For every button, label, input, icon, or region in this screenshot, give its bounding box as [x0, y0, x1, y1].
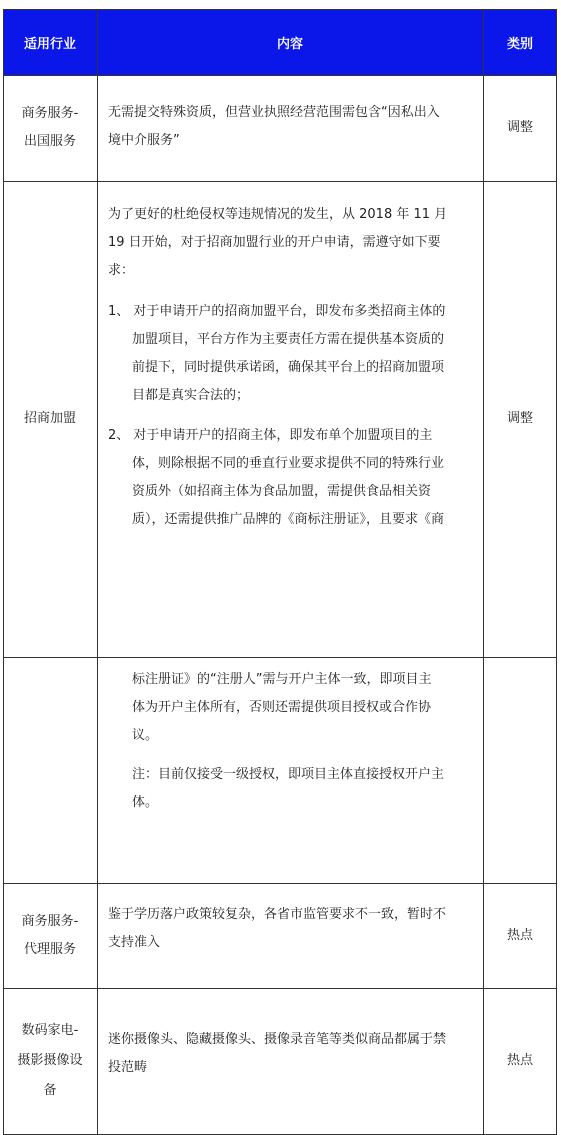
category-cell: 调整 [506, 120, 533, 135]
industry-cell [3, 657, 97, 883]
list-item-line: 体，则除根据不同的垂直行业要求提供不同的特殊行业 [132, 456, 445, 471]
industry-cell [3, 75, 97, 181]
column-divider [97, 9, 98, 1135]
row-divider [3, 883, 557, 884]
category-cell: 热点 [506, 927, 533, 943]
list-item-line: 质），还需提供推广品牌的《商标注册证》，且要求《商 [132, 512, 445, 527]
content-cell [97, 883, 483, 988]
content-line: 议。 [132, 728, 159, 743]
industry-line: 商务服务- [21, 106, 79, 121]
row-divider [3, 75, 557, 76]
content-cell [97, 988, 483, 1134]
table-row [3, 75, 557, 181]
table-row [3, 657, 557, 883]
industry-line: 备 [43, 1083, 57, 1098]
category-cell: 调整 [506, 411, 533, 426]
table-header-row [3, 9, 557, 75]
industry-line: 出国服务 [23, 134, 76, 149]
industry-cell [3, 883, 97, 988]
column-divider [483, 9, 484, 1135]
content-line: 为了更好的杜绝侵权等违规情况的发生，从 2018 年 11 月 [108, 207, 448, 222]
header-industry: 适用行业 [23, 36, 76, 52]
content-line: 19 日开始，对于招商加盟行业的开户申请，需遵守如下要 [108, 235, 441, 250]
list-item-line: 前提下，同时提供承诺函，确保其平台上的招商加盟项 [132, 360, 445, 375]
content-line: 体为开户主体所有，否则还需提供项目授权或合作协 [132, 700, 432, 715]
header-content: 内容 [276, 36, 303, 52]
industry-cell: 招商加盟 [23, 411, 76, 426]
content-line: 标注册证》的“注册人”需与开户主体一致，即项目主 [132, 672, 432, 687]
content-cell [97, 75, 483, 181]
industry-line: 摄影摄像设 [17, 1053, 83, 1068]
list-item-line: 加盟项目，平台方作为主要责任方需在提供基本资质的 [132, 332, 445, 347]
content-line: 投范畴 [108, 1060, 148, 1075]
table-border-left [3, 9, 4, 1135]
content-line: 求： [108, 263, 135, 278]
row-divider [3, 181, 557, 182]
table-row [3, 988, 557, 1134]
list-item-line: 2、 对于申请开户的招商主体，即发布单个加盟项目的主 [108, 428, 433, 443]
note-line: 体。 [132, 795, 159, 810]
note-line: 注：目前仅接受一级授权，即项目主体直接授权开户主 [132, 767, 445, 782]
industry-line: 代理服务 [23, 941, 76, 957]
content-cell [97, 657, 483, 883]
table-border-right [556, 9, 557, 1135]
row-divider [3, 657, 557, 658]
row-divider [3, 988, 557, 989]
content-line: 支持准入 [108, 935, 161, 950]
list-item-line: 资质外（如招商主体为食品加盟，需提供食品相关资 [132, 484, 432, 499]
content-line: 鉴于学历落户政策较复杂，各省市监管要求不一致，暂时不 [108, 907, 447, 922]
table-border-top [3, 9, 557, 10]
content-line: 迷你摄像头、隐藏摄像头、摄像录音笔等类似商品都属于禁 [108, 1032, 447, 1047]
industry-line: 数码家电- [21, 1023, 79, 1038]
category-cell [483, 657, 557, 883]
list-item-line: 1、 对于申请开户的招商加盟平台，即发布多类招商主体的 [108, 304, 446, 319]
industry-line: 商务服务- [21, 913, 79, 929]
industry-cell [3, 988, 97, 1134]
category-cell: 热点 [506, 1053, 533, 1068]
content-cell [97, 181, 483, 657]
table-row [3, 883, 557, 988]
list-item-line: 目都是真实合法的； [132, 388, 250, 403]
header-category: 类别 [506, 36, 533, 52]
content-line: 无需提交特殊资质，但营业执照经营范围需包含“因私出入 [108, 105, 440, 120]
content-line: 境中介服务” [108, 133, 180, 148]
table-row [3, 181, 557, 657]
